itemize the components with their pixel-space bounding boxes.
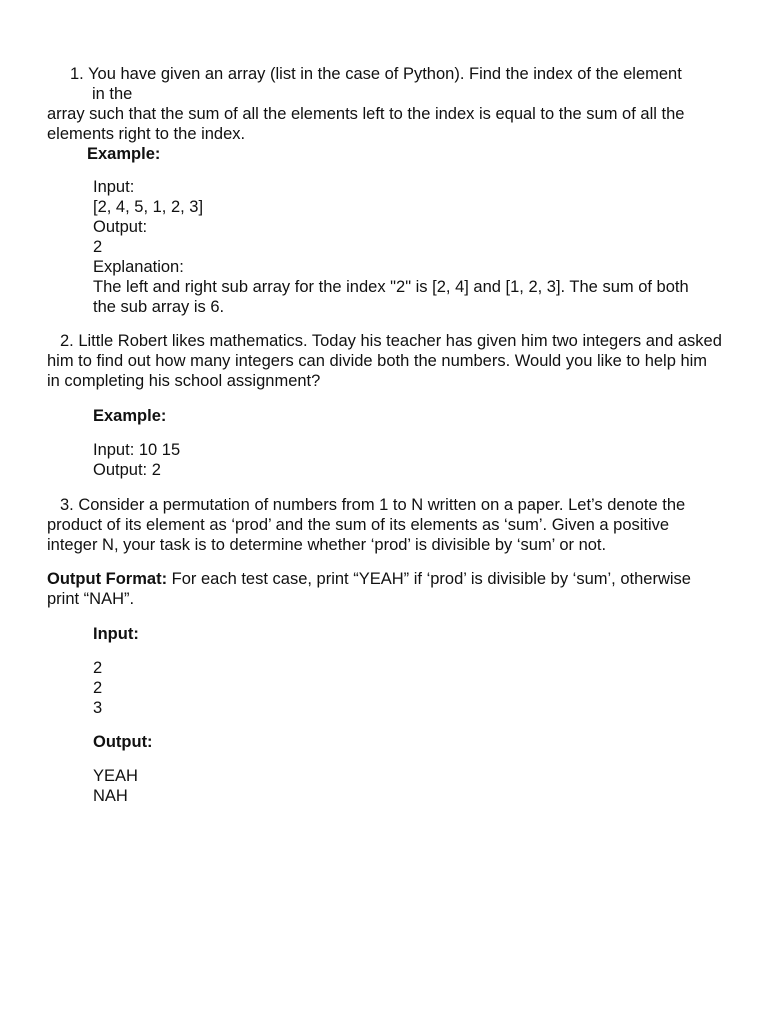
- q3-output-line: YEAH: [93, 767, 138, 785]
- q2-text: 2. Little Robert likes mathematics. Today his teacher has given him two integers and asked him to find out how many integers can divide both the numbers. Would you like to help him in completing his school assignment?: [47, 332, 722, 390]
- q1-example-line: [2, 4, 5, 1, 2, 3]: [93, 198, 204, 216]
- q1-example-line: 2: [93, 238, 103, 256]
- q1-lead: [47, 64, 692, 104]
- q1-explanation: The left and right sub array for the index "2" is [2, 4] and [1, 2, 3]. The sum of both the sub array is 6.: [93, 278, 689, 316]
- q3-output-format: [47, 569, 722, 609]
- q3-text: 3. Consider a permutation of numbers from 1 to N written on a paper. Let’s denote the product of its element as ‘prod’ and the sum of its elements as ‘sum’. Given a positive integer N, your task is to determine whether ‘prod’ is divisible by ‘sum’ or not.: [47, 496, 686, 554]
- q3-output-format-text: For each test case, print “YEAH” if ‘prod’ is divisible by ‘sum’, otherwise print “NAH”.: [47, 570, 691, 608]
- q3-output-line: NAH: [93, 787, 128, 805]
- q1-example-label: Example:: [87, 145, 161, 163]
- q3-output-format-label: Output Format:: [47, 570, 168, 588]
- q3-output-label: Output:: [93, 733, 153, 751]
- q1-number: 1.: [70, 65, 84, 83]
- q1-example-block: [93, 177, 722, 317]
- q3-input-block: [93, 658, 722, 718]
- q2-example-line: Output: 2: [93, 461, 161, 479]
- q3-input-line: 2: [93, 679, 103, 697]
- q1-example-line: Input:: [93, 178, 135, 196]
- document-page: [47, 64, 722, 806]
- q1-example-line: Output:: [93, 218, 148, 236]
- q2-example-block: [93, 440, 722, 480]
- q1-continuation: array such that the sum of all the elements left to the index is equal to the sum of all the elements right to the index.: [47, 105, 685, 143]
- q3-output-block: [93, 766, 722, 806]
- q1-lead-text: You have given an array (list in the case of Python). Find the index of the element in the: [88, 65, 682, 103]
- q2-example-line: Input: 10 15: [93, 441, 181, 459]
- q3-input-line: 3: [93, 699, 103, 717]
- q3-input-label: Input:: [93, 625, 139, 643]
- q2-example-label: Example:: [93, 407, 167, 425]
- q3-input-line: 2: [93, 659, 103, 677]
- q1-example-line: Explanation:: [93, 258, 184, 276]
